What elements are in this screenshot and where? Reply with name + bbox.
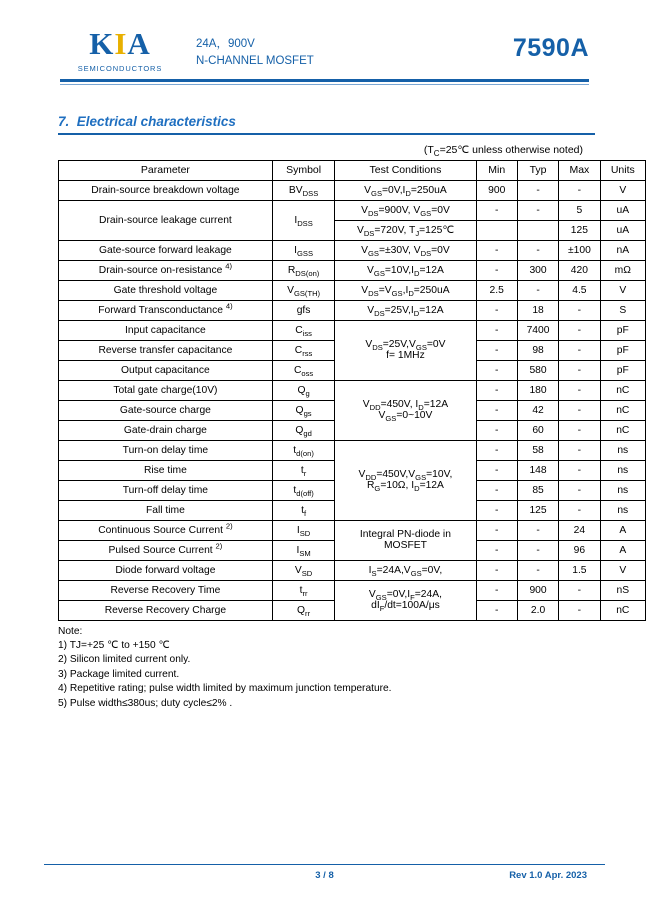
cell-parameter: Turn-on delay time (59, 440, 273, 460)
cell-min: - (476, 420, 517, 440)
cell-unit: V (600, 180, 645, 200)
cell-typ (517, 220, 558, 240)
cell-min: - (476, 380, 517, 400)
logo-letter-i: I (114, 26, 128, 61)
cell-max: - (559, 580, 600, 600)
cell-typ: - (517, 200, 558, 220)
logo-letter-k: K (89, 26, 115, 61)
cell-unit: ns (600, 500, 645, 520)
cell-typ: - (517, 540, 558, 560)
cell-parameter: Input capacitance (59, 320, 273, 340)
cell-parameter: Turn-off delay time (59, 480, 273, 500)
cell-min: - (476, 500, 517, 520)
logo-subtitle: SEMICONDUCTORS (77, 64, 163, 73)
table-row (59, 300, 646, 320)
cell-unit: uA (600, 200, 645, 220)
cell-condition: $V_{DS}=25V,V_{GS}=0V$ f= 1MHz (335, 320, 476, 380)
cell-max: - (559, 360, 600, 380)
cell-typ: 2.0 (517, 600, 558, 620)
cell-typ: - (517, 560, 558, 580)
table-row (59, 440, 646, 460)
cell-condition: $V_{DS}=V_{GS},I_D=250uA$ (335, 280, 476, 300)
cell-min: - (476, 300, 517, 320)
note-item: 4) Repetitive rating; pulse width limited by maximum junction temperature. (58, 683, 392, 695)
footer-rule (44, 864, 605, 866)
cell-symbol: $t_{d(off)}$ (272, 480, 335, 500)
note-item: 3) Package limited current. (58, 668, 180, 680)
table-row (59, 260, 646, 280)
cell-unit: pF (600, 320, 645, 340)
cell-condition: $V_{DS}=900V$, $V_{GS}=0V$ (335, 200, 476, 220)
cell-min: - (476, 260, 517, 280)
cell-min: - (476, 360, 517, 380)
cell-unit: V (600, 560, 645, 580)
cell-unit: nC (600, 600, 645, 620)
cell-condition: $I_S=24A,V_{GS}=0V$, (335, 560, 476, 580)
cell-unit: S (600, 300, 645, 320)
page-number: 3 / 8 (315, 870, 334, 881)
product-rating (196, 36, 314, 69)
cell-condition: $V_{GS}=10V,I_D=12A$ (335, 260, 476, 280)
cell-min: - (476, 520, 517, 540)
cell-max: - (559, 500, 600, 520)
cell-max: - (559, 480, 600, 500)
cell-typ: 58 (517, 440, 558, 460)
cell-unit: nC (600, 400, 645, 420)
cell-parameter: Output capacitance (59, 360, 273, 380)
note-item: 2) Silicon limited current only. (58, 654, 191, 666)
table-row (59, 200, 646, 220)
cell-parameter: Reverse transfer capacitance (59, 340, 273, 360)
cell-typ: 60 (517, 420, 558, 440)
cell-symbol: $t_{d(on)}$ (272, 440, 335, 460)
cell-symbol: $BV_{DSS}$ (272, 180, 335, 200)
note-item: 1) TJ=+25 ℃ to +150 ℃ (58, 639, 170, 651)
cell-max: 1.5 (559, 560, 600, 580)
logo-wordmark (60, 28, 180, 59)
table-row (59, 180, 646, 200)
cell-unit: nS (600, 580, 645, 600)
cell-parameter: Total gate charge(10V) (59, 380, 273, 400)
cell-symbol: $t_r$ (272, 460, 335, 480)
cell-max: 5 (559, 200, 600, 220)
cell-min: - (476, 560, 517, 580)
cell-min: - (476, 540, 517, 560)
cell-parameter: Fall time (59, 500, 273, 520)
electrical-characteristics-table (58, 160, 646, 621)
cell-typ: 300 (517, 260, 558, 280)
cell-parameter: Drain-source breakdown voltage (59, 180, 273, 200)
cell-min: - (476, 400, 517, 420)
cell-condition: $V_{GS}=0V,I_F=24A$, $dI_F/dt=100A/\mu s$ (335, 580, 476, 620)
cell-condition: $V_{DS}=25V,I_D=12A$ (335, 300, 476, 320)
cell-parameter: Diode forward voltage (59, 560, 273, 580)
cell-unit: mΩ (600, 260, 645, 280)
cell-condition: $V_{GS}=\pm 30V$, $V_{DS}=0V$ (335, 240, 476, 260)
cell-symbol: $V_{SD}$ (272, 560, 335, 580)
cell-max: - (559, 440, 600, 460)
th-units: Units (600, 160, 645, 180)
cell-typ: 180 (517, 380, 558, 400)
cell-min: - (476, 200, 517, 220)
cell-unit: ns (600, 460, 645, 480)
cell-max: - (559, 300, 600, 320)
cell-parameter: Gate-drain charge (59, 420, 273, 440)
cell-min: - (476, 580, 517, 600)
table-row (59, 560, 646, 580)
cell-max: - (559, 600, 600, 620)
company-logo (60, 28, 180, 73)
cell-symbol: $V_{GS(TH)}$ (272, 280, 335, 300)
cell-unit: pF (600, 360, 645, 380)
cell-min (476, 220, 517, 240)
cell-typ: 42 (517, 400, 558, 420)
cell-min: - (476, 440, 517, 460)
cell-typ: - (517, 520, 558, 540)
cell-parameter: Gate threshold voltage (59, 280, 273, 300)
cell-parameter: Reverse Recovery Charge (59, 600, 273, 620)
cell-parameter: Reverse Recovery Time (59, 580, 273, 600)
cell-typ: 900 (517, 580, 558, 600)
cell-parameter: Drain-source leakage current (59, 200, 273, 240)
cell-parameter: Gate-source forward leakage (59, 240, 273, 260)
page-header (44, 0, 605, 73)
cell-parameter: Rise time (59, 460, 273, 480)
cell-max: - (559, 460, 600, 480)
cell-symbol: gfs (272, 300, 335, 320)
cell-max: ±100 (559, 240, 600, 260)
th-min: Min (476, 160, 517, 180)
cell-parameter: Forward Transconductance $^{4)}$ (59, 300, 273, 320)
cell-symbol: $C_{iss}$ (272, 320, 335, 340)
cell-min: - (476, 480, 517, 500)
cell-typ: - (517, 240, 558, 260)
cell-symbol: $Q_g$ (272, 380, 335, 400)
cell-condition: $V_{DD}=450V$, $I_D=12A$ $V_{GS}=0\sim 10V$ (335, 380, 476, 440)
section-underline (58, 133, 595, 135)
section-heading (44, 114, 605, 129)
cell-parameter: Pulsed Source Current $^{2)}$ (59, 540, 273, 560)
cell-max: - (559, 420, 600, 440)
table-header-row (59, 160, 646, 180)
header-rule-thin (60, 84, 589, 85)
cell-symbol: $t_{rr}$ (272, 580, 335, 600)
th-typ: Typ (517, 160, 558, 180)
cell-typ: 580 (517, 360, 558, 380)
cell-typ: 7400 (517, 320, 558, 340)
th-symbol: Symbol (272, 160, 335, 180)
cell-unit: A (600, 520, 645, 540)
header-rule-thick (60, 79, 589, 82)
cell-typ: 85 (517, 480, 558, 500)
note-item: 5) Pulse width≤380us; duty cycle≤2% . (58, 697, 233, 709)
cell-symbol: $I_{DSS}$ (272, 200, 335, 240)
cell-symbol: $Q_{gd}$ (272, 420, 335, 440)
cell-unit: ns (600, 480, 645, 500)
cell-symbol: $C_{rss}$ (272, 340, 335, 360)
cell-typ: 148 (517, 460, 558, 480)
notes-title: Note: (58, 625, 83, 637)
cell-condition: Integral PN-diode in MOSFET (335, 520, 476, 560)
cell-condition: $V_{GS}=0V,I_D=250uA$ (335, 180, 476, 200)
table-row (59, 380, 646, 400)
cell-symbol: $t_f$ (272, 500, 335, 520)
cell-unit: A (600, 540, 645, 560)
cell-max: 96 (559, 540, 600, 560)
cell-max: - (559, 180, 600, 200)
cell-parameter: Drain-source on-resistance $^{4)}$ (59, 260, 273, 280)
cell-min: - (476, 600, 517, 620)
cell-max: - (559, 380, 600, 400)
cell-max: - (559, 340, 600, 360)
cell-min: 900 (476, 180, 517, 200)
cell-min: - (476, 460, 517, 480)
logo-letter-a: A (127, 26, 151, 61)
table-row (59, 520, 646, 540)
table-row (59, 580, 646, 600)
cell-typ: - (517, 180, 558, 200)
page-footer (44, 870, 605, 881)
cell-min: - (476, 320, 517, 340)
footnotes (58, 625, 605, 712)
cell-min: 2.5 (476, 280, 517, 300)
cell-typ: 98 (517, 340, 558, 360)
cell-symbol: $Q_{rr}$ (272, 600, 335, 620)
cell-unit: uA (600, 220, 645, 240)
rating-line-2: N-CHANNEL MOSFET (196, 54, 314, 67)
cell-max: 125 (559, 220, 600, 240)
th-max: Max (559, 160, 600, 180)
cell-parameter: Continuous Source Current $^{2)}$ (59, 520, 273, 540)
cell-symbol: $I_{SM}$ (272, 540, 335, 560)
cell-typ: 18 (517, 300, 558, 320)
cell-condition: $V_{DD}=450V,V_{GS}=10V$, $R_G=10\Omega$, $I_D=12A$ (335, 440, 476, 520)
cell-unit: nC (600, 380, 645, 400)
cell-min: - (476, 340, 517, 360)
th-parameter: Parameter (59, 160, 273, 180)
cell-max: 24 (559, 520, 600, 540)
cell-symbol: $R_{DS(on)}$ (272, 260, 335, 280)
cell-unit: nC (600, 420, 645, 440)
cell-parameter: Gate-source charge (59, 400, 273, 420)
cell-max: - (559, 400, 600, 420)
cell-condition: $V_{DS}=720V$, $T_J=125℃$ (335, 220, 476, 240)
cell-max: 4.5 (559, 280, 600, 300)
cell-min: - (476, 240, 517, 260)
test-condition-note: ($T_C=25℃$ unless otherwise noted) (423, 143, 583, 158)
cell-unit: ns (600, 440, 645, 460)
section-title-text: Electrical characteristics (76, 114, 236, 129)
cell-unit: V (600, 280, 645, 300)
cell-symbol: $I_{SD}$ (272, 520, 335, 540)
cell-symbol: $C_{oss}$ (272, 360, 335, 380)
table-row (59, 280, 646, 300)
cell-max: - (559, 320, 600, 340)
cell-unit: nA (600, 240, 645, 260)
cell-symbol: $Q_{gs}$ (272, 400, 335, 420)
section-number: 7. (58, 114, 70, 129)
th-test-conditions: Test Conditions (335, 160, 476, 180)
cell-typ: 125 (517, 500, 558, 520)
cell-max: 420 (559, 260, 600, 280)
rating-line-1: 24A，900V (196, 38, 255, 50)
cell-unit: pF (600, 340, 645, 360)
table-row (59, 320, 646, 340)
revision-label: Rev 1.0 Apr. 2023 (509, 870, 587, 881)
table-row (59, 240, 646, 260)
cell-symbol: $I_{GSS}$ (272, 240, 335, 260)
table-body (59, 180, 646, 620)
cell-typ: - (517, 280, 558, 300)
part-number: 7590A (512, 34, 589, 62)
